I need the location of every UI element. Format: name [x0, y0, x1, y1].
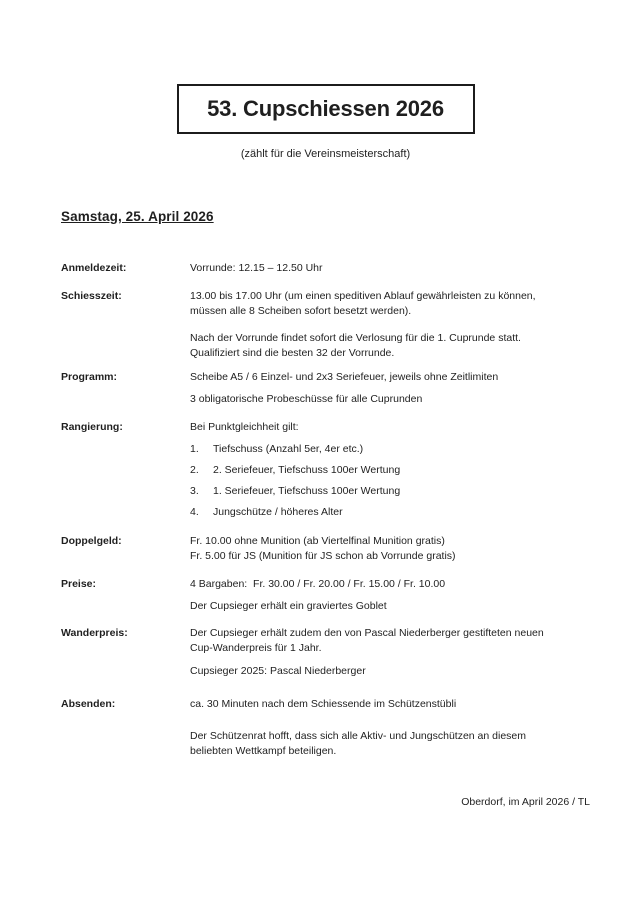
text-line: Der Cupsieger erhält ein graviertes Goblet: [190, 600, 387, 612]
list-item: [190, 463, 590, 479]
section-paragraph: [190, 664, 590, 680]
text-line: Cupsieger 2025: Pascal Niederberger: [190, 664, 366, 677]
section-label: Wanderpreis:: [61, 626, 128, 639]
section-paragraph: [190, 534, 590, 565]
section-label: Anmeldezeit:: [61, 262, 127, 274]
section-paragraph: [190, 420, 590, 436]
section-value: [190, 289, 590, 320]
section-paragraph: [190, 392, 590, 408]
date-heading: Samstag, 25. April 2026: [61, 209, 214, 224]
section-row: [61, 261, 590, 277]
section-paragraph: [190, 370, 590, 386]
list-text: Tiefschuss (Anzahl 5er, 4er etc.): [213, 443, 364, 455]
text-line: Fr. 5.00 für JS (Munition für JS schon ab Vorrunde gratis): [190, 550, 456, 562]
section-row: [61, 331, 590, 362]
list-text: Jungschütze / höheres Alter: [213, 506, 343, 518]
list-text: 2. Seriefeuer, Tiefschuss 100er Wertung: [213, 464, 401, 476]
section-paragraph: [190, 697, 590, 713]
text-line: Vorrunde: 12.15 – 12.50 Uhr: [190, 262, 323, 274]
section-label: Preise:: [61, 577, 97, 590]
section-label: Absenden:: [61, 698, 116, 710]
text-line: 4 Bargaben: Fr. 30.00 / Fr. 20.00 / Fr. 15.00 / Fr. 10.00: [190, 577, 446, 590]
section-value: [190, 370, 590, 408]
text-line: 3 obligatorische Probeschüsse für alle Cuprunden: [190, 393, 423, 405]
section-paragraph: [190, 261, 590, 277]
text-line: Cup-Wanderpreis für 1 Jahr.: [190, 642, 322, 654]
section-paragraph: [190, 289, 590, 320]
section-value: [190, 697, 590, 713]
section-value: [190, 729, 590, 760]
section-row: [61, 370, 590, 408]
text-line: müssen alle 8 Scheiben sofort besetzt werden).: [190, 305, 412, 317]
section-label: Schiesszeit:: [61, 289, 122, 302]
section-label: Doppelgeld:: [61, 534, 122, 547]
text-line: Scheibe A5 / 6 Einzel- und 2x3 Seriefeuer, jeweils ohne Zeitlimiten: [190, 370, 499, 383]
page-subtitle: (zählt für die Vereinsmeisterschaft): [240, 148, 411, 160]
section-value: [190, 261, 590, 277]
section-row: [61, 420, 590, 521]
section-row: [61, 626, 590, 680]
section-value: [190, 331, 590, 362]
section-row: [61, 534, 590, 565]
text-line: beliebten Wettkampf beteiligen.: [190, 745, 337, 757]
section-paragraph: [190, 331, 590, 362]
list-item: [190, 484, 590, 500]
text-line: Der Cupsieger erhält zudem den von Pascal Niederberger gestifteten neuen: [190, 626, 544, 639]
text-line: Fr. 10.00 ohne Munition (ab Viertelfinal Munition gratis): [190, 534, 445, 547]
page-title: 53. Cupschiessen 2026: [207, 96, 444, 121]
section-value: [190, 626, 590, 680]
ranking-list: [190, 442, 590, 521]
text-line: 13.00 bis 17.00 Uhr (um einen speditiven Ablauf gewährleisten zu können,: [190, 289, 536, 302]
section-row: [61, 289, 590, 320]
list-number: 4.: [190, 506, 199, 518]
section-label: Rangierung:: [61, 420, 123, 433]
section-value: [190, 577, 590, 615]
list-text: 1. Seriefeuer, Tiefschuss 100er Wertung: [213, 485, 401, 497]
list-item: [190, 442, 590, 458]
list-number: 3.: [190, 485, 199, 497]
title-box: [177, 84, 475, 134]
text-line: Nach der Vorrunde findet sofort die Verlosung für die 1. Cuprunde statt.: [190, 331, 521, 344]
footer-note: Oberdorf, im April 2026 / TL: [461, 795, 590, 808]
list-number: 2.: [190, 464, 199, 476]
text-line: Der Schützenrat hofft, dass sich alle Aktiv- und Jungschützen an diesem: [190, 729, 526, 742]
list-number: 1.: [190, 443, 199, 455]
section-paragraph: [190, 599, 590, 615]
section-paragraph: [190, 577, 590, 593]
text-line: Qualifiziert sind die besten 32 der Vorrunde.: [190, 347, 395, 359]
section-value: [190, 420, 590, 521]
text-line: ca. 30 Minuten nach dem Schiessende im Schützenstübli: [190, 698, 457, 710]
section-row: [61, 729, 590, 760]
section-value: [190, 534, 590, 565]
section-row: [61, 697, 590, 713]
section-paragraph: [190, 729, 590, 760]
list-item: [190, 505, 590, 521]
section-paragraph: [190, 626, 590, 657]
text-line: Bei Punktgleichheit gilt:: [190, 420, 299, 433]
section-label: Programm:: [61, 370, 118, 383]
sections: [61, 261, 590, 760]
section-row: [61, 577, 590, 615]
